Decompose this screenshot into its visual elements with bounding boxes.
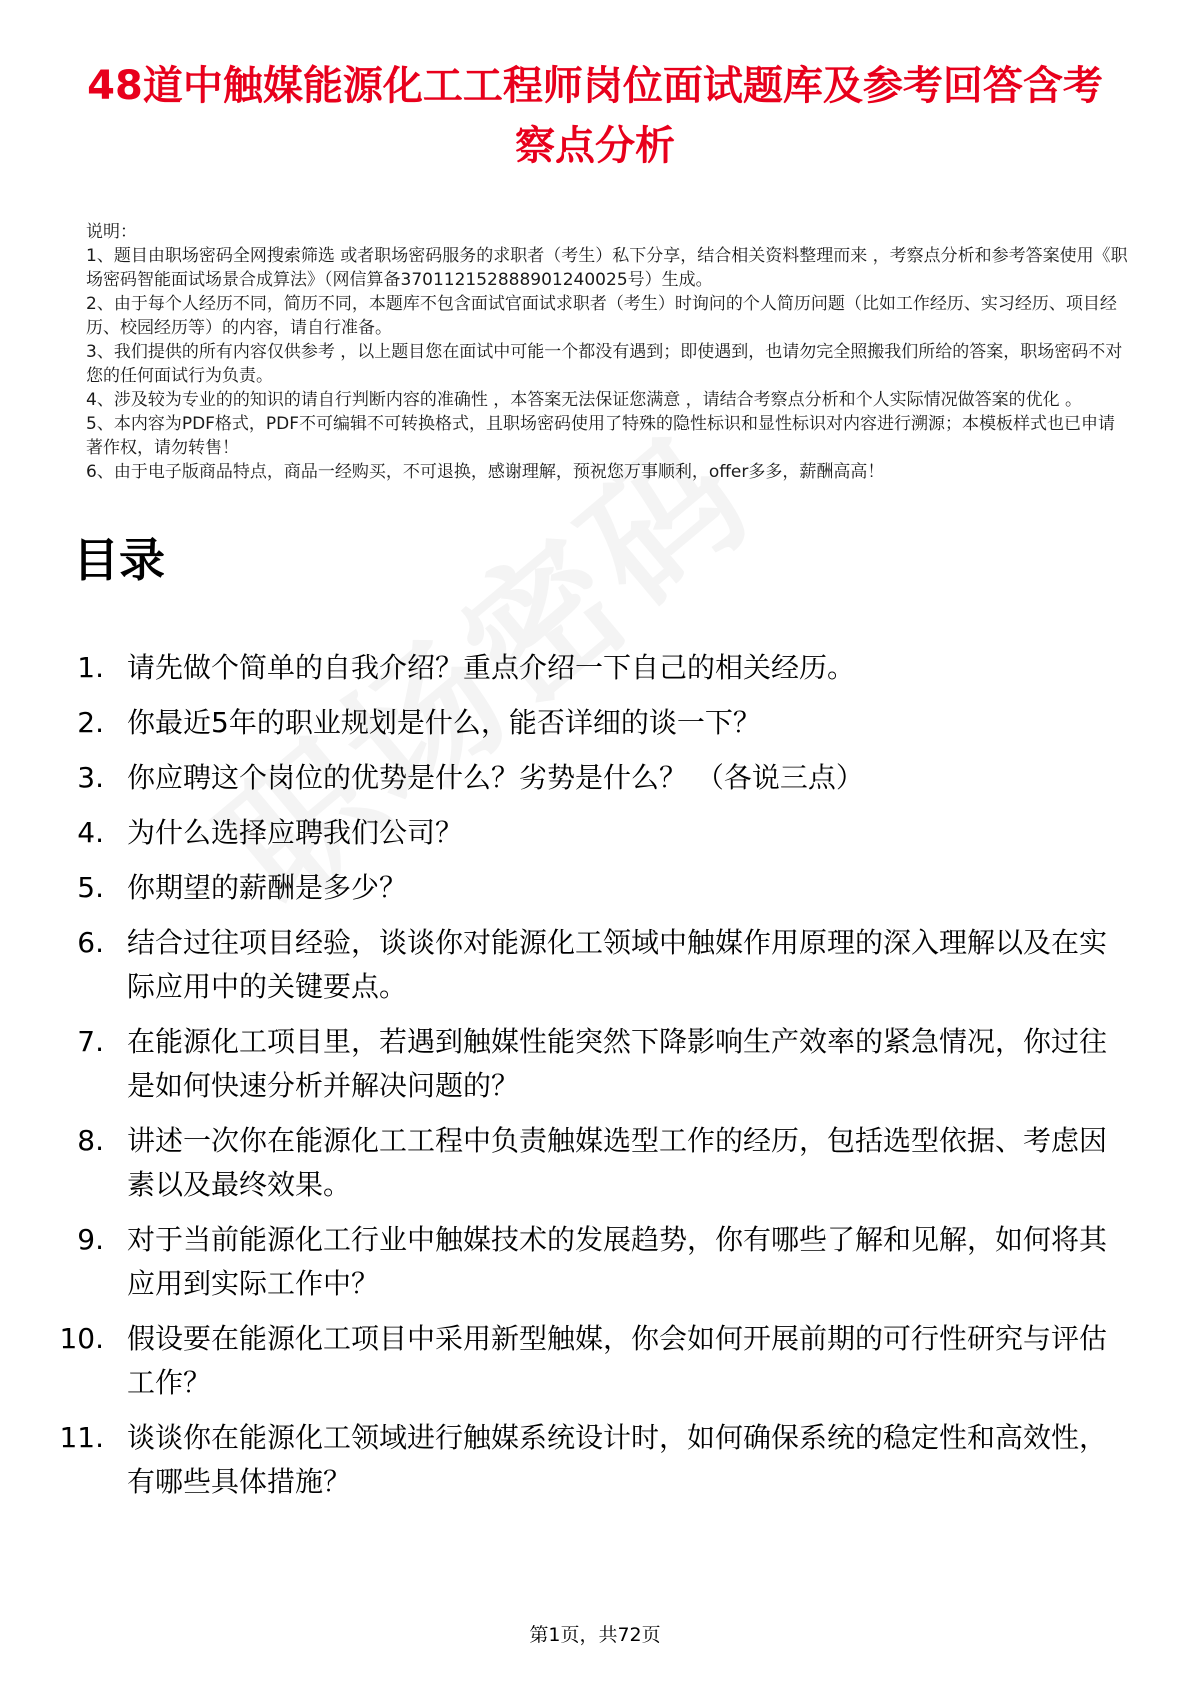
toc-item-text: 假设要在能源化工项目中采用新型触媒，你会如何开展前期的可行性研究与评估工作？ (127, 1322, 1108, 1399)
toc-item[interactable] (0, 921, 1130, 1009)
toc-item-number: 9. (77, 1223, 104, 1256)
toc-item-number: 6. (77, 926, 104, 959)
toc-item[interactable] (0, 701, 1130, 745)
toc-item[interactable] (0, 811, 1130, 855)
note-item: 1、题目由职场密码全网搜索筛选 或者职场密码服务的求职者（考生）私下分享，结合相关资料整理而来 ，考察点分析和参考答案使用《职场密码智能面试场景合成算法》（网信算备370112152888901240025号）生成。 (86, 246, 1128, 290)
toc-list (0, 646, 1130, 1504)
toc-item-number: 1. (77, 651, 104, 684)
toc-item[interactable] (0, 756, 1130, 800)
toc-item[interactable] (0, 1020, 1130, 1108)
toc-item-text: 你应聘这个岗位的优势是什么？劣势是什么？ （各说三点） (127, 761, 864, 794)
toc-item-text: 对于当前能源化工行业中触媒技术的发展趋势，你有哪些了解和见解，如何将其应用到实际工作中？ (127, 1223, 1108, 1300)
toc-item[interactable] (0, 1119, 1130, 1207)
note-item: 3、我们提供的所有内容仅供参考 ，以上题目您在面试中可能一个都没有遇到；即使遇到，也请勿完全照搬我们所给的答案，职场密码不对您的任何面试行为负责。 (86, 342, 1123, 386)
notes-heading: 说明： (86, 222, 137, 242)
toc-item-text: 你期望的薪酬是多少？ (127, 871, 408, 904)
document-title: 48道中触媒能源化工工程师岗位面试题库及参考回答含考察点分析 (87, 63, 1103, 169)
toc-item-number: 8. (77, 1124, 104, 1157)
notes-section (86, 220, 1128, 484)
toc-item-text: 请先做个简单的自我介绍？重点介绍一下自己的相关经历。 (127, 651, 856, 684)
toc-item-text: 在能源化工项目里，若遇到触媒性能突然下降影响生产效率的紧急情况，你过往是如何快速分析并解决问题的？ (127, 1025, 1108, 1102)
toc-item-number: 10. (59, 1322, 104, 1355)
toc-item-number: 7. (77, 1025, 104, 1058)
toc-item[interactable] (0, 1317, 1130, 1405)
toc-item[interactable] (0, 866, 1130, 910)
note-item: 2、由于每个人经历不同，简历不同，本题库不包含面试官面试求职者（考生）时询问的个人简历问题（比如工作经历、实习经历、项目经历、校园经历等）的内容，请自行准备。 (86, 294, 1117, 338)
note-item: 6、由于电子版商品特点，商品一经购买，不可退换，感谢理解，预祝您万事顺利，offer多多，薪酬高高！ (86, 462, 885, 482)
toc-item-number: 2. (77, 706, 104, 739)
note-item: 5、本内容为PDF格式，PDF不可编辑不可转换格式，且职场密码使用了特殊的隐性标识和显性标识对内容进行溯源；本模板样式也已申请著作权，请勿转售！ (86, 414, 1116, 458)
toc-item-text: 你最近5年的职业规划是什么，能否详细的谈一下？ (127, 706, 761, 739)
toc-item-number: 11. (59, 1421, 104, 1454)
toc-item[interactable] (0, 1218, 1130, 1306)
toc-item-text: 谈谈你在能源化工领域进行触媒系统设计时，如何确保系统的稳定性和高效性，有哪些具体措施？ (127, 1421, 1108, 1498)
toc-item[interactable] (0, 1416, 1130, 1504)
toc-item-number: 5. (77, 871, 104, 904)
toc-heading: 目录 (73, 533, 165, 587)
toc-item-text: 为什么选择应聘我们公司？ (127, 816, 464, 849)
toc-item-number: 3. (77, 761, 104, 794)
toc-item-text: 结合过往项目经验，谈谈你对能源化工领域中触媒作用原理的深入理解以及在实际应用中的关键要点。 (127, 926, 1108, 1003)
page-number: 第1页，共72页 (529, 1624, 661, 1646)
toc-item[interactable] (0, 646, 1130, 690)
toc-item-text: 讲述一次你在能源化工工程中负责触媒选型工作的经历，包括选型依据、考虑因素以及最终效果。 (127, 1124, 1108, 1201)
toc-item-number: 4. (77, 816, 104, 849)
note-item: 4、涉及较为专业的的知识的请自行判断内容的准确性 ，本答案无法保证您满意 ，请结合考察点分析和个人实际情况做答案的优化 。 (86, 390, 1083, 410)
